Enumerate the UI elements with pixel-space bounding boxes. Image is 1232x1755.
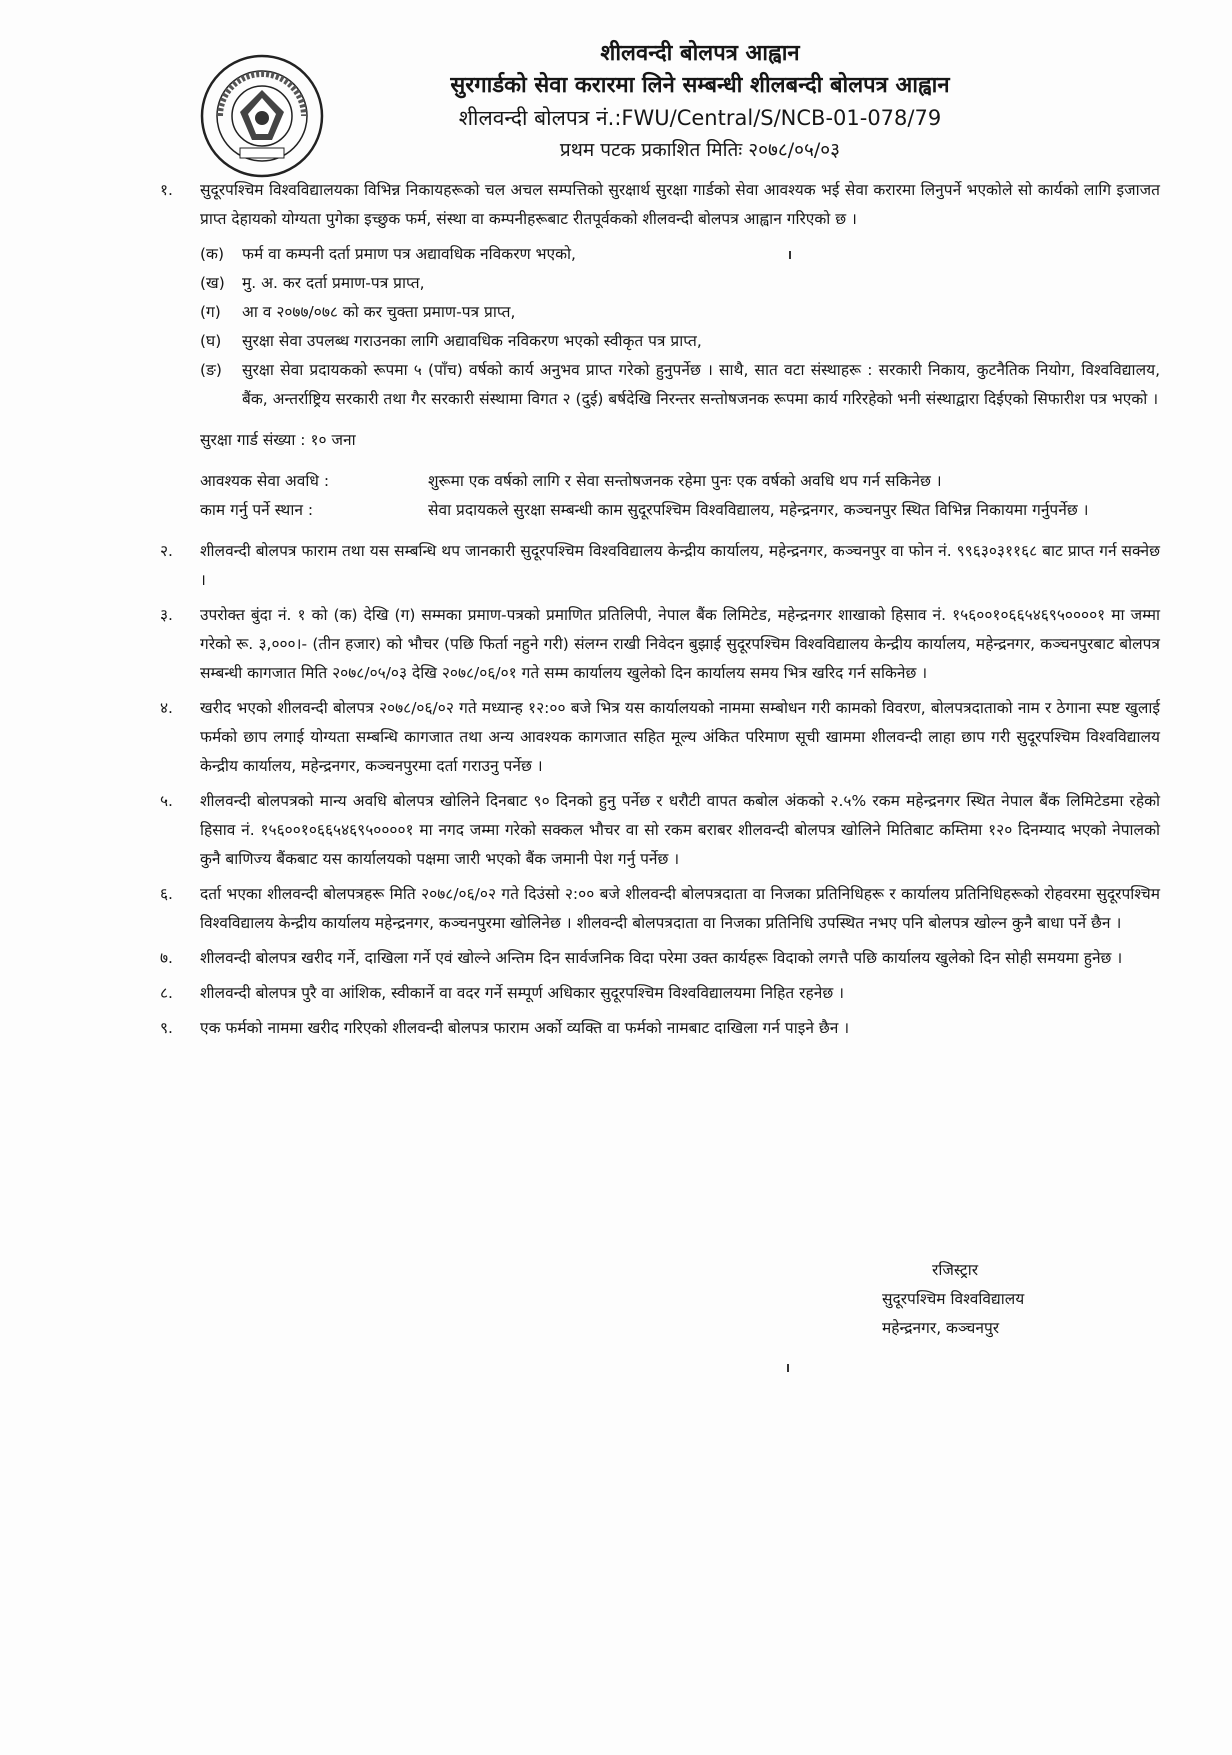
paragraph-text: दर्ता भएका शीलवन्दी बोलपत्रहरू मिति २०७८/०६/०२ गते दिउंसो २:०० बजे शीलवन्दी बोलपत्रदाता वा निजका प्रतिनिधिहरू र कार्यालय प्रतिनिधिहरूको रोहवरमा सुदूरपश्चिम विश्वविद्यालय केन्द्रीय कार्यालय महेन्द्रनगर, कञ्चनपुरमा खोलिनेछ । शीलवन्दी बोलपत्रदाता वा निजका प्रतिनिधि उपस्थित नभए पनि बोलपत्र खोल्न कुनै बाधा पर्ने छैन । [200, 885, 1160, 932]
signature-block [882, 1256, 1024, 1343]
item-text: मु. अ. कर दर्ता प्रमाण-पत्र प्राप्त, [242, 274, 425, 292]
item-label: (ख) [200, 274, 225, 292]
item-text: सुरक्षा सेवा उपलब्ध गराउनका लागि अद्यावधिक नविकरण भएको स्वीकृत पत्र प्राप्त, [242, 332, 702, 350]
paragraph-text: शीलवन्दी बोलपत्र पुरै वा आंशिक, स्वीकार्ने वा वदर गर्ने सम्पूर्ण अधिकार सुदूरपश्चिम विश्वविद्यालयमा निहित रहनेछ । [200, 984, 844, 1002]
paragraph-number: ४. [160, 699, 173, 717]
paragraph-number: ६. [160, 885, 173, 903]
paragraph-7 [160, 944, 1160, 973]
notice-title: शीलवन्दी बोलपत्र आह्वान [600, 41, 800, 66]
tender-number: शीलवन्दी बोलपत्र नं.:FWU/Central/S/NCB-01-078/79 [458, 106, 942, 130]
signatory-title: रजिस्ट्रार [932, 1261, 979, 1279]
item-text: सुरक्षा सेवा प्रदायकको रूपमा ५ (पाँच) वर्षको कार्य अनुभव प्राप्त गरेको हुनुपर्नेछ । साथै, सात वटा संस्थाहरू : सरकारी निकाय, कुटनैतिक नियोग, विश्वविद्यालय, बैंक, अन्तर्राष्ट्रिय सरकारी तथा गैर सरकारी संस्थामा विगत २ (दुई) बर्षदेखि निरन्तर सन्तोषजनक रूपमा कार्य गरिरहेको भनी संस्थाद्वारा दिईएको सिफारीश पत्र भएको । [242, 361, 1160, 408]
scan-mark [787, 1364, 789, 1372]
paragraph-number: ७. [160, 949, 173, 967]
item-label: (क) [200, 245, 224, 263]
item-text: फर्म वा कम्पनी दर्ता प्रमाण पत्र अद्यावधिक नविकरण भएको, [242, 245, 576, 263]
paragraph-text: एक फर्मको नाममा खरीद गरिएको शीलवन्दी बोलपत्र फाराम अर्को व्यक्ति वा फर्मको नामबाट दाखिला गर्न पाइने छैन । [200, 1019, 850, 1037]
university-seal-icon [200, 54, 324, 178]
item-text: आ व २०७७/०७८ को कर चुक्ता प्रमाण-पत्र प्राप्त, [242, 303, 516, 321]
scan-mark [789, 251, 791, 259]
paragraph-9 [160, 1014, 1160, 1043]
qualification-item [200, 298, 1160, 327]
paragraph-5 [160, 787, 1160, 874]
paragraph-text: सुदूरपश्चिम विश्वविद्यालयका विभिन्न निकायहरूको चल अचल सम्पत्तिको सुरक्षार्थ सुरक्षा गार्डको सेवा आवश्यक भई सेवा करारमा लिनुपर्ने भएकोले सो कार्यको लागि इजाजत प्राप्त देहायको योग्यता पुगेका इच्छुक फर्म, संस्था वा कम्पनीहरूबाट रीतपूर्वकको शीलवन्दी बोलपत्र आह्वान गरिएको छ । [200, 181, 1160, 228]
item-label: (ग) [200, 303, 221, 321]
paragraph-text: शीलवन्दी बोलपत्र फाराम तथा यस सम्बन्धि थप जानकारी सुदूरपश्चिम विश्वविद्यालय केन्द्रीय कार्यालय, महेन्द्रनगर, कञ्चनपुर वा फोन नं. ९९६३०३११६८ बाट प्राप्त गर्न सक्नेछ । [200, 542, 1160, 589]
service-period [200, 467, 1160, 496]
signatory-org: सुदूरपश्चिम विश्वविद्यालय [882, 1290, 1025, 1308]
guard-count-text: सुरक्षा गार्ड संख्या : १० जना [200, 431, 356, 449]
qualification-item [200, 356, 1160, 414]
paragraph-2 [160, 537, 1160, 595]
item-label: (घ) [200, 332, 222, 350]
notice-subtitle: सुरगार्डको सेवा करारमा लिने सम्बन्धी शीलबन्दी बोलपत्र आह्वान [450, 73, 950, 98]
qualification-item [200, 240, 1160, 269]
paragraph-8 [160, 979, 1160, 1008]
guard-count [200, 426, 1160, 455]
paragraph-6 [160, 880, 1160, 938]
paragraph-text: खरीद भएको शीलवन्दी बोलपत्र २०७८/०६/०२ गते मध्यान्ह १२:०० बजे भित्र यस कार्यालयको नाममा सम्बोधन गरी कामको विवरण, बोलपत्रदाताको नाम र ठेगाना स्पष्ट खुलाई फर्मको छाप लगाई योग्यता सम्बन्धि कागजात तथा अन्य आवश्यक कागजात सहित मूल्य अंकित परिमाण सूची खाममा शीलवन्दी लाहा छाप गरी सुदूरपश्चिम विश्वविद्यालय केन्द्रीय कार्यालय, महेन्द्रनगर, कञ्चनपुरमा दर्ता गराउनु पर्नेछ । [200, 699, 1160, 775]
paragraph-number: ९. [160, 1019, 173, 1037]
paragraph-text: शीलवन्दी बोलपत्र खरीद गर्ने, दाखिला गर्ने एवं खोल्ने अन्तिम दिन सार्वजनिक विदा परेमा उक्त कार्यहरू विदाको लगत्तै पछि कार्यालय खुलेको दिन सोही समयमा हुनेछ । [200, 949, 1123, 967]
paragraph-number: ३. [160, 606, 173, 624]
paragraph-number: १. [160, 181, 173, 199]
paragraph-text: उपरोक्त बुंदा नं. १ को (क) देखि (ग) सम्मका प्रमाण-पत्रको प्रमाणित प्रतिलिपी, नेपाल बैंक लिमिटेड, महेन्द्रनगर शाखाको हिसाव नं. १५६००१०६६५४६९५००००१ मा जम्मा गरेको रू. ३,०००।- (तीन हजार) को भौचर (पछि फिर्ता नहुने गरी) संलग्न राखी निवेदन बुझाई सुदूरपश्चिम विश्वविद्यालय केन्द्रीय कार्यालय, महेन्द्रनगर, कञ्चनपुरबाट बोलपत्र सम्बन्धी कागजात मिति २०७८/०५/०३ देखि २०७८/०६/०१ गते सम्म कार्यालय खुलेको दिन कार्यालय समय भित्र खरिद गर्न सकिनेछ । [200, 606, 1160, 682]
signatory-place: महेन्द्रनगर, कञ्चनपुर [882, 1319, 1000, 1337]
notice-header [340, 38, 1060, 166]
paragraph-number: ५. [160, 792, 173, 810]
paragraph-3 [160, 601, 1160, 688]
work-place [200, 496, 1160, 525]
paragraph-1 [160, 176, 1160, 234]
qualification-item [200, 269, 1160, 298]
paragraph-number: ८. [160, 984, 173, 1002]
paragraph-4 [160, 694, 1160, 781]
item-label: (ङ) [200, 361, 222, 379]
work-place-label: काम गर्नु पर्ने स्थान : [200, 501, 314, 519]
service-period-value: शुरूमा एक वर्षको लागि र सेवा सन्तोषजनक रहेमा पुनः एक वर्षको अवधि थप गर्न सकिनेछ । [428, 472, 942, 490]
publish-date: प्रथम पटक प्रकाशित मितिः २०७८/०५/०३ [559, 139, 841, 161]
qualification-item [200, 327, 1160, 356]
notice-body [160, 176, 1160, 1049]
paragraph-text: शीलवन्दी बोलपत्रको मान्य अवधि बोलपत्र खोलिने दिनबाट ९० दिनको हुनु पर्नेछ र धरौटी वापत कबोल अंकको २.५% रकम महेन्द्रनगर स्थित नेपाल बैंक लिमिटेडमा रहेको हिसाव नं. १५६००१०६६५४६९५००००१ मा नगद जम्मा गरेको सक्कल भौचर वा सो रकम बराबर शीलवन्दी बोलपत्र खोलिने मितिबाट कम्तिमा १२० दिनम्याद भएको नेपालको कुनै बाणिज्य बैंकबाट यस कार्यालयको पक्षमा जारी भएको बैंक जमानी पेश गर्नु पर्नेछ । [200, 792, 1160, 868]
service-period-label: आवश्यक सेवा अवधि : [200, 472, 330, 490]
work-place-value: सेवा प्रदायकले सुरक्षा सम्बन्धी काम सुदूरपश्चिम विश्वविद्यालय, महेन्द्रनगर, कञ्चनपुर स्थित विभिन्न निकायमा गर्नुपर्नेछ । [428, 501, 1089, 519]
paragraph-number: २. [160, 542, 173, 560]
